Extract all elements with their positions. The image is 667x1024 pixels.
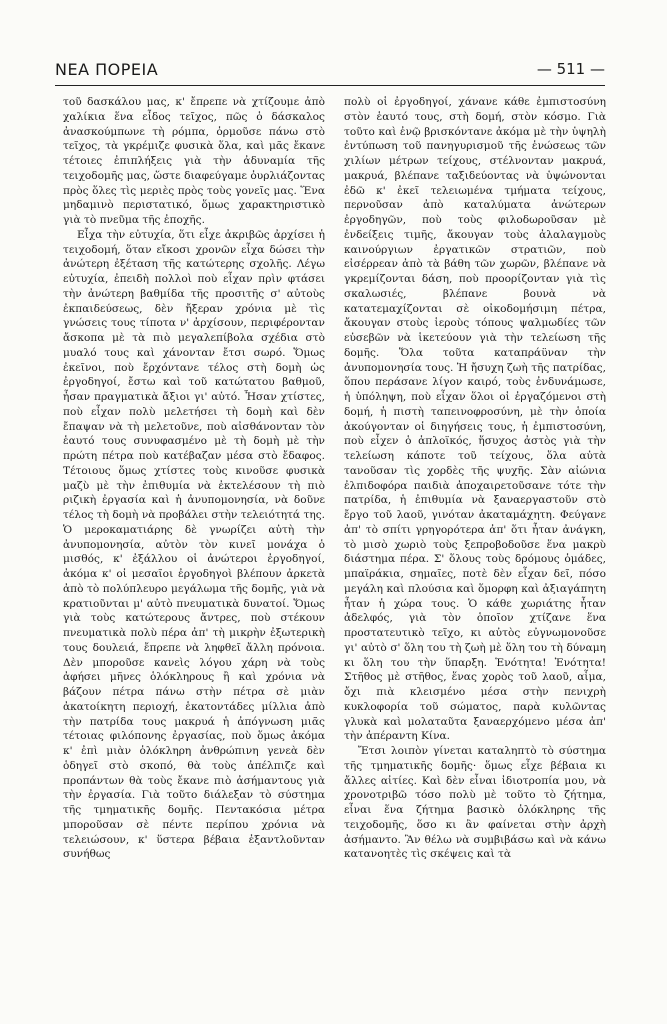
paragraph: τοῦ δασκάλου μας, κ' ἔπρεπε νὰ χτίζουμε ἀπὸ χαλίκια ἕνα εἶδος τεῖχος, πῶς ὁ δάσκαλος ἀνασκούμπωνε τὴ ρόμπα, ὁρμοῦσε πάνω στὸ τεῖχος, τὰ γκρέμιζε φυσικὰ ὅλα, καὶ μᾶς ἔκανε τέτοιες ἐπιπλήξεις γιὰ τὴν ἀδυναμία τῆς τειχοδομῆς μας, ὥστε διαφεύγαμε ὀυρλιάζοντας πρὸς ὅλες τὶς μεριὲς πρὸς τοὺς γονεῖς μας. Ἕνα μηδαμινὸ περιστατικό, ὅμως χαρακτηριστικὸ γιὰ τὸ πνεῦμα τῆς ἐποχῆς. (63, 96, 325, 226)
paragraph: Εἶχα τὴν εὐτυχία, ὅτι εἶχε ἀκριβῶς ἀρχίσει ἡ τειχοδομή, ὅταν εἴκοσι χρονῶν εἶχα δώσει τὴν ἀνώτερη ἐξέταση τῆς κατώτερης σχολῆς. Λέγω εὐτυχία, ἐπειδὴ πολλοὶ ποὺ εἶχαν πρὶν φτάσει τὴν ἀνώτερη βαθμίδα τῆς προσιτῆς σ' αὐτοὺς ἐκπαιδεύσεως, δὲν ἤξεραν χρόνια μὲ τὶς γνώσεις τους τίποτα ν' ἀρχίσουν, περιφέρονταν ἄσκοπα μὲ τὰ πιὸ μεγαλεπίβολα σχέδια στὸ μυαλό τους καὶ χάνονταν ἔτσι σωρό. Ὅμως ἐκεῖνοι, ποὺ ἔρχόντανε τέλος στὴ δομὴ ὡς ἐργοδηγοί, ἔστω καὶ τοῦ κατώτατου βαθμοῦ, ἦσαν πραγματικὰ ἄξιοι γι' αὐτό. Ἦσαν χτίστες, ποὺ εἶχαν πολὺ μελετήσει τὴ δομὴ καὶ δὲν ἔπαψαν νὰ τὴ μελετοῦνε, ποὺ αἰσθάνονταν τὸν ἑαυτό τους συνυφασμένο μὲ τὴ δομὴ μὲ τὴν πρώτη πέτρα ποὺ κατέβαζαν μέσα στὸ ἔδαφος. Τέτοιους ὅμως χτίστες τοὺς κινοῦσε φυσικὰ μαζὺ μὲ τὴν ἐπιθυμία νὰ ἐκτελέσουν τὴ πιὸ ριζικὴ ἐργασία καὶ ἡ ἀνυπομονησία, νὰ δοῦνε τέλος τὴ δομὴ νὰ προβάλει στὴν τελειότητά της. Ὁ μεροκαματιάρης δὲ γνωρίζει αὐτὴ τὴν ἀνυπομονησία, αὐτὸν τὸν κινεῖ μονάχα ὁ μισθός, κ' ἐξάλλου οἱ ἀνώτεροι ἐργοδηγοί, ἀκόμα κ' οἱ μεσαῖοι ἐργοδηγοὶ βλέπουν ἀρκετὰ ἀπὸ τὸ πολύπλευρο μεγάλωμα τῆς δομῆς, γιὰ νὰ κρατιοῦνται μ' αὐτὸ πνευματικὰ δυνατοί. Ὅμως γιὰ τοὺς κατώτερους ἄντρες, ποὺ στέκουν πνευματικὰ πολὺ πέρα ἀπ' τὴ μικρὴν ἐξωτερικὴ τους δουλειά, ἔπρεπε νὰ ληφθεῖ ἄλλη πρόνοια. Δὲν μποροῦσε κανεὶς λόγου χάρη νὰ τοὺς ἀφήσει μῆνες ὁλόκληρους ἢ καὶ χρόνια νὰ βάζουν πέτρα πάνω στὴν πέτρα σὲ μιὰν ἀκατοίκητη περιοχή, ἑκατοντάδες μίλλια ἀπὸ τὴν πατρίδα τους μακρυά ἡ ἀπόγνωση μιᾶς τέτοιας φιλόπονης ἐργασίας, ποὺ ὅμως ἀκόμα κ' ἐπὶ μιὰν ὁλόκληρη ἀνθρώπινη γενεὰ δὲν ὁδηγεῖ στὸ σκοπό, θὰ τοὺς ἀπέλπιζε καὶ προπάντων θὰ τοὺς ἔκανε πιὸ ἀσήμαντους γιὰ τὴν ἐργασία. Γιὰ τοῦτο διάλεξαν τὸ σύστημα τῆς τμηματικῆς δομῆς. Πεντακόσια μέτρα μποροῦσαν σὲ πέντε περίπου χρόνια νὰ τελειώσουν, κ' ὕστερα βέβαια ἐξαντλοῦνταν συνήθως (63, 228, 325, 861)
page-number: — 511 — (536, 60, 605, 78)
paragraph: Ἔτσι λοιπὸν γίνεται καταληπτὸ τὸ σύστημα τῆς τμηματικῆς δομῆς· ὅμως εἶχε βέβαια κι ἄλλες αἰτίες. Καὶ δὲν εἶναι ἰδιοτροπία μου, νὰ χρονοτριβῶ τόσο πολὺ μὲ τοῦτο τὸ ζήτημα, εἶναι ἕνα ζήτημα βασικὸ ὁλόκληρης τῆς τειχοδομῆς, ὅσο κι ἂν φαίνεται στὴν ἀρχὴ ἀσήμαντο. Ἂν θέλω νὰ συμβιβάσω καὶ νὰ κάνω κατανοητὲς τὶς σκέψεις καὶ τὰ (344, 745, 606, 861)
left-column (63, 95, 325, 1010)
paragraph: πολὺ οἱ ἐργοδηγοί, χάνανε κάθε ἐμπιστοσύνη στὸν ἑαυτό τους, στὴ δομή, στὸν κόσμο. Γιὰ τοῦτο καὶ ἐνῷ βρισκόντανε ἀκόμα μὲ τὴν ὑψηλὴ ἐντύπωση τοῦ πανηγυρισμοῦ τῆς ἑνώσεως τῶν χιλίων μέτρων τείχους, στέλνονταν μακρυά, μακρυά, βλέπανε ταξιδεύοντας νὰ ὑψώνονται ἐδῶ κ' ἐκεῖ τελειωμένα τμήματα τείχους, περνοῦσαν ἀπὸ καταλύματα ἀνώτερων ἐργοδηγῶν, ποὺ τοὺς φιλοδωροῦσαν μὲ ἐνδείξεις τιμῆς, ἄκουγαν τοὺς ἀλαλαγμοὺς καινούργιων ἐργατικῶν στρατιῶν, ποὺ εἰσέρρεαν ἀπὸ τὰ βάθη τῶν χωρῶν, βλέπανε νὰ γκρεμίζονται δάση, ποὺ προορίζονταν γιὰ τὶς σκαλωσιές, βλέπανε βουνὰ νὰ κατατεμαχίζονται σὲ οἰκοδομήσιμη πέτρα, ἄκουγαν στοὺς ἱεροὺς τόπους ψαλμωδίες τῶν εὐσεβῶν νὰ ἱκετεύουν γιὰ τὴν τελείωση τῆς δομῆς. Ὅλα τοῦτα καταπράϋναν τὴν ἀνυπομονησία τους. Ἡ ἤσυχη ζωὴ τῆς πατρίδας, ὅπου περάσανε λίγον καιρό, τοὺς ἐνδυνάμωσε, ἡ ὑπόληψη, ποὺ εἶχαν ὅλοι οἱ ἐργαζόμενοι στὴ δομή, ἡ πιστὴ ταπεινοφροσύνη, μὲ τὴν ὁποία ἀκούγονταν οἱ διηγήσεις τους, ἡ ἐμπιστοσύνη, ποὺ εἶχεν ὁ ἁπλοϊκός, ἥσυχος ἀστὸς γιὰ τὴν τελείωση κάποτε τοῦ τείχους, ὅλα αὐτὰ τανοῦσαν τὶς χορδὲς τῆς ψυχῆς. Σὰν αἰώνια ἐλπιδοφόρα παιδιὰ ἀποχαιρετοῦσανε τότε τὴν πατρίδα, ἡ ἐπιθυμία νὰ ξαναεργαστοῦν στὸ ἔργο τοῦ λαοῦ, γινόταν ἀκαταμάχητη. Φεύγανε ἀπ' τὸ σπίτι γρηγορότερα ἀπ' ὅτι ἦταν ἀνάγκη, τὸ μισὸ χωριὸ τοὺς ξεπροβοδοῦσε ἕνα μακρὺ διάστημα πέρα. Σ' ὅλους τοὺς δρόμους ὁμάδες, μπαϊράκια, σημαῖες, ποτὲ δὲν εἶχαν δεῖ, πόσο μεγάλη καὶ πλούσια καὶ ὅμορφη καὶ ἀξιαγάπητη ἦταν ἡ χώρα τους. Ὁ κάθε χωριάτης ἦταν ἀδελφός, γιὰ τὸν ὁποῖον χτίζανε ἕνα προστατευτικὸ τεῖχο, κι αὐτὸς εὐγνωμονοῦσε γι' αὐτὸ σ' ὅλη του τὴ ζωὴ μὲ ὅλη του τὴ δύναμη κι ὅλη του τὴν ὕπαρξη. Ἑνότητα! Ἑνότητα! Στῆθος μὲ στῆθος, ἕνας χορὸς τοῦ λαοῦ, αἷμα, ὄχι πιὰ κλεισμένο μέσα στὴν πενιχρὴ κυκλοφορία τοῦ σώματος, παρὰ κυλῶντας γλυκὰ καὶ μολαταῦτα ξαναερχόμενο μέσα ἀπ' τὴν ἀπέραντη Κίνα. (344, 96, 606, 743)
page-header (55, 58, 605, 88)
right-column (344, 95, 606, 1010)
header-rule (55, 85, 605, 86)
journal-title: ΝΕΑ ΠΟΡΕΙΑ (55, 60, 159, 79)
